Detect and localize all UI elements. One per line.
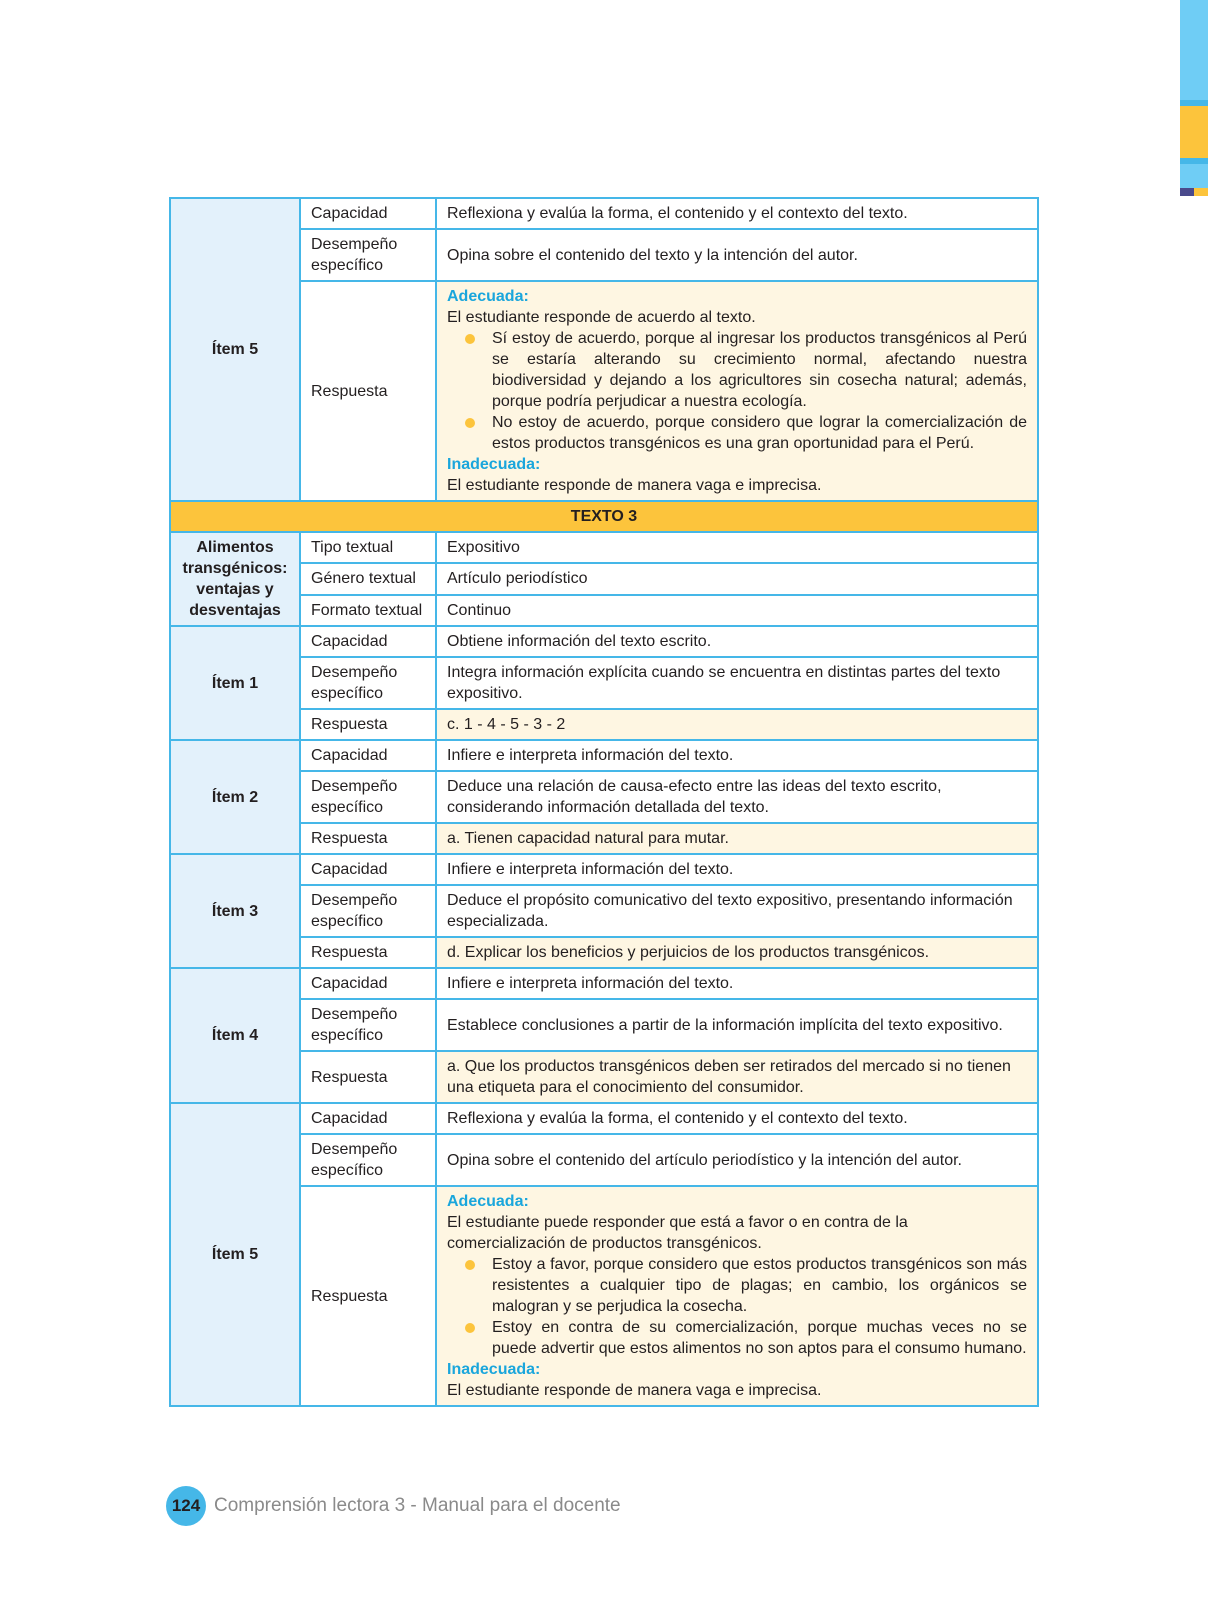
table-row (170, 740, 1038, 771)
table-row (170, 626, 1038, 657)
desempeno-value: Deduce el propósito comunicativo del texto expositivo, presentando información especializada. (436, 885, 1038, 937)
desempeno-label: Desempeño específico (300, 999, 436, 1051)
answer-bullet: No estoy de acuerdo, porque considero que lograr la comercialización de estos productos transgénicos es una gran oportunidad para el Perú. (492, 414, 1027, 452)
genero-value: Artículo periodístico (436, 563, 1038, 594)
side-tab-stripe (1180, 164, 1208, 188)
text-title: Alimentos transgénicos: ventajas y desventajas (170, 532, 300, 626)
capacidad-value: Infiere e interpreta información del texto. (436, 854, 1038, 885)
desempeno-value: Integra información explícita cuando se encuentra en distintas partes del texto expositivo. (436, 657, 1038, 709)
answer-bullet-list (447, 1254, 1027, 1359)
table-row (170, 501, 1038, 532)
item-label: Ítem 1 (170, 626, 300, 740)
table-row (170, 229, 1038, 281)
respuesta-label: Respuesta (300, 1186, 436, 1406)
side-tab-stripe (1180, 0, 1208, 100)
table-row (170, 1103, 1038, 1134)
respuesta-value: d. Explicar los beneficios y perjuicios de los productos transgénicos. (436, 937, 1038, 968)
desempeno-label: Desempeño específico (300, 657, 436, 709)
page-number: 124 (166, 1486, 206, 1526)
capacidad-label: Capacidad (300, 740, 436, 771)
capacidad-label: Capacidad (300, 198, 436, 229)
inadequate-text: El estudiante responde de manera vaga e imprecisa. (447, 477, 822, 494)
respuesta-value: a. Que los productos transgénicos deben ser retirados del mercado si no tienen una etiqueta para el conocimiento del consumidor. (436, 1051, 1038, 1103)
capacidad-value: Infiere e interpreta información del texto. (436, 968, 1038, 999)
genero-label: Género textual (300, 563, 436, 594)
adequate-label: Adecuada: (447, 1193, 529, 1210)
table-row (170, 595, 1038, 626)
capacidad-label: Capacidad (300, 854, 436, 885)
respuesta-label: Respuesta (300, 937, 436, 968)
table-row (170, 999, 1038, 1051)
item-label: Ítem 3 (170, 854, 300, 968)
desempeno-value: Opina sobre el contenido del artículo periodístico y la intención del autor. (436, 1134, 1038, 1186)
answer-bullet: Estoy a favor, porque considero que estos productos transgénicos son más resistentes a cualquier tipo de plagas; en cambio, los orgánicos se malogran y se perjudica la cosecha. (492, 1256, 1027, 1315)
rubric-table (169, 197, 1039, 1407)
table-row (170, 709, 1038, 740)
respuesta-value (436, 281, 1038, 501)
table-row (170, 563, 1038, 594)
inadequate-label: Inadecuada: (447, 1361, 541, 1378)
capacidad-label: Capacidad (300, 968, 436, 999)
adequate-text: El estudiante puede responder que está a favor o en contra de la comercialización de productos transgénicos. (447, 1214, 908, 1252)
table-row (170, 281, 1038, 501)
capacidad-label: Capacidad (300, 1103, 436, 1134)
capacidad-label: Capacidad (300, 626, 436, 657)
item-label: Ítem 2 (170, 740, 300, 854)
table-row (170, 1051, 1038, 1103)
capacidad-value: Infiere e interpreta información del texto. (436, 740, 1038, 771)
capacidad-value: Reflexiona y evalúa la forma, el contenido y el contexto del texto. (436, 198, 1038, 229)
tipo-label: Tipo textual (300, 532, 436, 563)
respuesta-value: a. Tienen capacidad natural para mutar. (436, 823, 1038, 854)
adequate-label: Adecuada: (447, 288, 529, 305)
desempeno-label: Desempeño específico (300, 229, 436, 281)
table-row (170, 1134, 1038, 1186)
side-tab-stripe (1194, 188, 1208, 196)
table-row (170, 198, 1038, 229)
side-tab-stripe (1180, 188, 1194, 196)
capacidad-value: Obtiene información del texto escrito. (436, 626, 1038, 657)
formato-label: Formato textual (300, 595, 436, 626)
respuesta-value (436, 1186, 1038, 1406)
inadequate-label: Inadecuada: (447, 456, 541, 473)
table-row (170, 657, 1038, 709)
answer-bullet-list (447, 328, 1027, 454)
capacidad-value: Reflexiona y evalúa la forma, el contenido y el contexto del texto. (436, 1103, 1038, 1134)
tipo-value: Expositivo (436, 532, 1038, 563)
section-banner: TEXTO 3 (170, 501, 1038, 532)
table-row (170, 823, 1038, 854)
formato-value: Continuo (436, 595, 1038, 626)
item-label: Ítem 5 (170, 1103, 300, 1406)
footer-title: Comprensión lectora 3 - Manual para el docente (214, 1495, 621, 1516)
respuesta-label: Respuesta (300, 823, 436, 854)
desempeno-value: Opina sobre el contenido del texto y la intención del autor. (436, 229, 1038, 281)
answer-bullet: Sí estoy de acuerdo, porque al ingresar los productos transgénicos al Perú se estaría alterando su crecimiento normal, afectando nuestra biodiversidad y dejando a los agricultores sin cosecha natural; además, porque podría perjudicar a nuestra ecología. (492, 330, 1027, 410)
table-row (170, 968, 1038, 999)
inadequate-text: El estudiante responde de manera vaga e imprecisa. (447, 1382, 822, 1399)
table-row (170, 854, 1038, 885)
item-label: Ítem 5 (170, 198, 300, 501)
table-row (170, 532, 1038, 563)
table-row (170, 1186, 1038, 1406)
desempeno-label: Desempeño específico (300, 771, 436, 823)
desempeno-label: Desempeño específico (300, 885, 436, 937)
table-row (170, 771, 1038, 823)
table-row (170, 885, 1038, 937)
page-footer (166, 1486, 621, 1526)
adequate-text: El estudiante responde de acuerdo al texto. (447, 309, 756, 326)
side-tab-stripe (1180, 106, 1208, 158)
respuesta-label: Respuesta (300, 281, 436, 501)
respuesta-value: c. 1 - 4 - 5 - 3 - 2 (436, 709, 1038, 740)
answer-bullet: Estoy en contra de su comercialización, porque muchas veces no se puede advertir que estos alimentos no son aptos para el consumo humano. (492, 1319, 1027, 1357)
desempeno-value: Establece conclusiones a partir de la información implícita del texto expositivo. (436, 999, 1038, 1051)
item-label: Ítem 4 (170, 968, 300, 1103)
desempeno-label: Desempeño específico (300, 1134, 436, 1186)
respuesta-label: Respuesta (300, 709, 436, 740)
desempeno-value: Deduce una relación de causa-efecto entre las ideas del texto escrito, considerando información detallada del texto. (436, 771, 1038, 823)
table-row (170, 937, 1038, 968)
respuesta-label: Respuesta (300, 1051, 436, 1103)
